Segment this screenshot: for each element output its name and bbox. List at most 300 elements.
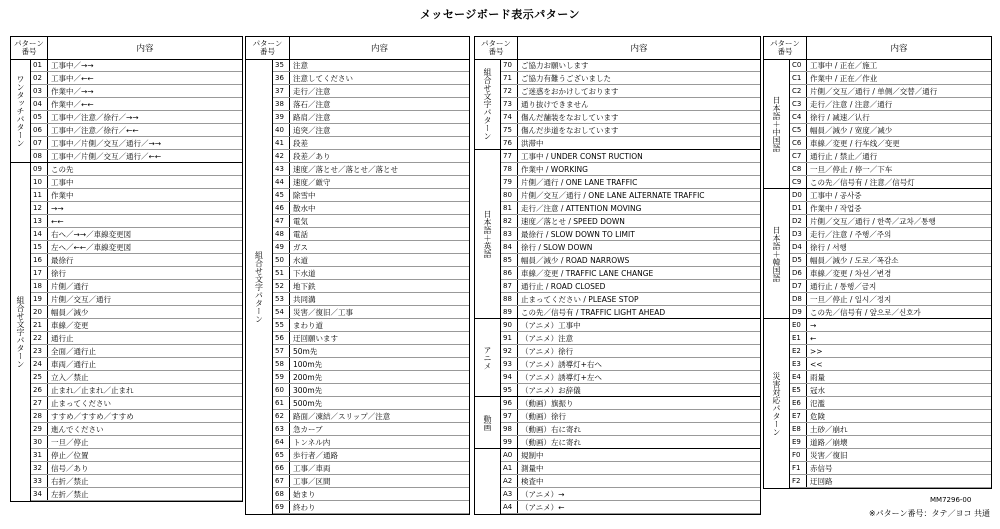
pattern-content: 作業中／←←: [51, 99, 94, 109]
pattern-number: 03: [31, 85, 48, 98]
pattern-number: 94: [501, 371, 518, 384]
pattern-content: 片側／交互／通行 / ONE LANE ALTERNATE TRAFFIC: [521, 190, 705, 200]
pattern-content: 作業中 / 正在／作业: [810, 73, 878, 83]
pattern-number: 45: [273, 189, 290, 202]
pattern-number: 29: [31, 423, 48, 436]
table-row: [31, 137, 242, 150]
pattern-content: 下水道: [293, 268, 316, 278]
group-label: [475, 449, 501, 514]
pattern-content: 走行／注意 / 注意／通行: [810, 99, 893, 109]
pattern-content: 200m先: [293, 372, 323, 382]
pattern-content: 速度／厳守: [293, 177, 331, 187]
pattern-content: 左へ／←←／車線変更図: [51, 242, 132, 252]
pattern-number: 40: [273, 124, 290, 137]
pattern-number: A2: [501, 475, 518, 488]
table-row: [273, 293, 469, 306]
table-row: [31, 306, 242, 319]
pattern-content: 工事中 / 공사중: [810, 190, 862, 200]
pattern-number: 68: [273, 488, 290, 501]
pattern-number: D6: [790, 267, 807, 280]
pattern-number: 46: [273, 202, 290, 215]
table-row: [790, 319, 991, 332]
pattern-number: 10: [31, 176, 48, 189]
pattern-content: 測量中: [521, 463, 544, 473]
pattern-content: （動画）旗振り: [521, 398, 574, 408]
table-row: [273, 280, 469, 293]
pattern-content: 車線／変更 / 차선／변경: [810, 268, 892, 278]
pattern-content: 速度／落とせ / SPEED DOWN: [521, 216, 625, 226]
pattern-content: 通行止 / 禁止／通行: [810, 151, 878, 161]
pattern-number: 38: [273, 98, 290, 111]
group-label: [475, 150, 501, 319]
pattern-number: 49: [273, 241, 290, 254]
table-row: [790, 202, 991, 215]
pattern-content: 片側／交互／通行 / 单侧／交替／通行: [810, 86, 938, 96]
pattern-content: 止まれ／止まれ／止まれ: [51, 385, 134, 395]
table-row: [790, 150, 991, 163]
group-label: [475, 59, 501, 150]
pattern-content: この先: [51, 164, 74, 174]
group-label-text: 組合せ文字パターン: [16, 296, 25, 368]
pattern-content: 追突／注意: [293, 125, 331, 135]
table-row: [273, 319, 469, 332]
pattern-content: 路肩／注意: [293, 112, 331, 122]
pattern-number: 84: [501, 241, 518, 254]
pattern-content: 作業中 / WORKING: [521, 164, 588, 174]
pattern-content: （アニメ）誘導灯+左へ: [521, 372, 602, 382]
pattern-number: C9: [790, 176, 807, 189]
table-row: [501, 475, 760, 488]
pattern-number: 77: [501, 150, 518, 163]
pattern-content: 迂回路: [810, 476, 833, 486]
table-row: [273, 371, 469, 384]
table-row: [790, 241, 991, 254]
pattern-content: 徐行 / 서행: [810, 242, 847, 252]
pattern-content: 通行止 / 통행／금지: [810, 281, 877, 291]
pattern-number: C3: [790, 98, 807, 111]
table-row: [31, 436, 242, 449]
table-row: [31, 371, 242, 384]
table-row: [31, 462, 242, 475]
pattern-number: 62: [273, 410, 290, 423]
pattern-number: 76: [501, 137, 518, 150]
pattern-content: 右へ／→→／車線変更図: [51, 229, 132, 239]
header-content: 内容: [370, 44, 388, 54]
pattern-content: 災害／復旧: [810, 450, 848, 460]
pattern-number: 99: [501, 436, 518, 449]
pattern-content: 電話: [293, 229, 308, 239]
pattern-number: 69: [273, 501, 290, 514]
table-row: [790, 254, 991, 267]
table-row: [273, 449, 469, 462]
pattern-content: 迂回願います: [293, 333, 338, 343]
table-row: [790, 228, 991, 241]
pattern-content: 工事中 / 正在／施工: [810, 60, 878, 70]
table-row: [501, 176, 760, 189]
table-row: [790, 98, 991, 111]
pattern-number: 13: [31, 215, 48, 228]
pattern-number: 91: [501, 332, 518, 345]
pattern-content: 止まってください: [51, 398, 111, 408]
pattern-number: 82: [501, 215, 518, 228]
pattern-content: 急カーブ: [293, 424, 323, 434]
header-content: 内容: [630, 44, 648, 54]
pattern-number: 26: [31, 384, 48, 397]
pattern-content: 速度／落とせ／落とせ／落とせ: [293, 164, 398, 174]
pattern-column-4: [763, 36, 992, 489]
pattern-content: ←: [810, 333, 817, 343]
table-row: [31, 488, 242, 501]
table-row: [501, 371, 760, 384]
pattern-number: 06: [31, 124, 48, 137]
pattern-number: 24: [31, 358, 48, 371]
pattern-number: 54: [273, 306, 290, 319]
table-row: [501, 319, 760, 332]
table-row: [501, 280, 760, 293]
pattern-content: ご協力有難うございました: [521, 73, 611, 83]
table-row: [273, 410, 469, 423]
pattern-number: 98: [501, 423, 518, 436]
table-row: [790, 449, 991, 462]
table-row: [31, 215, 242, 228]
pattern-content: →→: [51, 203, 64, 213]
header-pattern-number: パターン 番号: [11, 37, 48, 59]
header-pattern-number: パターン 番号: [475, 37, 518, 59]
pattern-content: 50m先: [293, 346, 318, 356]
table-row: [501, 306, 760, 319]
pattern-content: （アニメ）←: [521, 502, 565, 512]
pattern-number: 28: [31, 410, 48, 423]
group-label: [11, 59, 31, 163]
pattern-content: 一旦／停止: [51, 437, 89, 447]
pattern-number: 36: [273, 72, 290, 85]
pattern-number: C0: [790, 59, 807, 72]
pattern-number: E9: [790, 436, 807, 449]
group-label-text: 日本語＋韓国語: [772, 225, 781, 282]
pattern-number: 21: [31, 319, 48, 332]
pattern-content: （動画）徐行: [521, 411, 566, 421]
pattern-content: 危険: [810, 411, 825, 421]
table-row: [501, 332, 760, 345]
table-row: [790, 306, 991, 319]
pattern-number: 44: [273, 176, 290, 189]
pattern-content: （アニメ）→: [521, 489, 565, 499]
pattern-content: 片側／通行: [51, 281, 89, 291]
group-label-text: ワンタッチパターン: [16, 74, 25, 147]
pattern-content: （アニメ）徐行: [521, 346, 574, 356]
pattern-content: 徐行 / 减速／认行: [810, 112, 870, 122]
table-row: [273, 111, 469, 124]
table-row: [501, 462, 760, 475]
pattern-content: 工事／区間: [293, 476, 331, 486]
pattern-content: <<: [810, 359, 823, 369]
pattern-content: 一旦／停止 / 停一／下车: [810, 164, 893, 174]
table-row: [501, 358, 760, 371]
pattern-number: D8: [790, 293, 807, 306]
pattern-number: 34: [31, 488, 48, 501]
table-row: [790, 371, 991, 384]
table-row: [501, 202, 760, 215]
pattern-number: 81: [501, 202, 518, 215]
pattern-content: 車線／変更 / TRAFFIC LANE CHANGE: [521, 268, 654, 278]
table-row: [273, 59, 469, 72]
page-title: メッセージボード表示パターン: [419, 8, 581, 21]
table-row: [501, 436, 760, 449]
pattern-number: 88: [501, 293, 518, 306]
header-content: 内容: [136, 44, 154, 54]
pattern-content: 共同溝: [293, 294, 316, 304]
pattern-number: E7: [790, 410, 807, 423]
pattern-content: まわり道: [293, 320, 323, 330]
pattern-number: 57: [273, 345, 290, 358]
pattern-number: 73: [501, 98, 518, 111]
pattern-number: C1: [790, 72, 807, 85]
pattern-number: C2: [790, 85, 807, 98]
pattern-number: 11: [31, 189, 48, 202]
pattern-content: 作業中 / 작업중: [810, 203, 862, 213]
pattern-number: F1: [790, 462, 807, 475]
group-label-text: 日本語＋英語: [483, 210, 492, 258]
pattern-content: この先／信号有 / 注意／信号灯: [810, 177, 915, 187]
pattern-content: 徐行: [51, 268, 66, 278]
pattern-number: 43: [273, 163, 290, 176]
pattern-content: 通行止 / ROAD CLOSED: [521, 281, 606, 291]
pattern-number: 35: [273, 59, 290, 72]
table-row: [790, 293, 991, 306]
table-row: [501, 241, 760, 254]
table-row: [31, 280, 242, 293]
group-label-text: 日本語＋中国語: [772, 95, 781, 152]
pattern-content: この先／信号有 / 앞으로／신호가: [810, 307, 921, 317]
pattern-number: D7: [790, 280, 807, 293]
pattern-number: 78: [501, 163, 518, 176]
pattern-content: 車線／変更 / 行车线／变更: [810, 138, 900, 148]
pattern-content: （動画）左に寄れ: [521, 437, 581, 447]
pattern-content: 信号／あり: [51, 463, 89, 473]
pattern-content: 氾濫: [810, 398, 825, 408]
table-row: [501, 267, 760, 280]
pattern-content: 工事中 / UNDER CONST RUCTION: [521, 151, 643, 161]
pattern-content: 規制中: [521, 450, 544, 460]
pattern-number: 72: [501, 85, 518, 98]
pattern-content: 徐行 / SLOW DOWN: [521, 242, 593, 252]
table-row: [31, 228, 242, 241]
pattern-content: （アニメ）工事中: [521, 320, 581, 330]
pattern-content: 車線／変更: [51, 320, 89, 330]
pattern-content: 止まってください / PLEASE STOP: [521, 294, 639, 304]
table-row: [273, 423, 469, 436]
pattern-column-1: [10, 36, 243, 502]
pattern-number: 05: [31, 111, 48, 124]
pattern-number: 70: [501, 59, 518, 72]
table-row: [273, 475, 469, 488]
table-row: [273, 267, 469, 280]
group-label-text: 組合せ文字パターン: [483, 68, 492, 140]
pattern-content: 土砂／崩れ: [810, 424, 848, 434]
table-row: [790, 332, 991, 345]
pattern-content: （アニメ）誘導灯+右へ: [521, 359, 602, 369]
pattern-content: 進んでください: [51, 424, 104, 434]
table-row: [790, 397, 991, 410]
pattern-number: A3: [501, 488, 518, 501]
pattern-number: C5: [790, 124, 807, 137]
table-row: [790, 215, 991, 228]
pattern-number: 07: [31, 137, 48, 150]
table-row: [501, 59, 760, 72]
pattern-content: 冠水: [810, 385, 825, 395]
pattern-number: 53: [273, 293, 290, 306]
pattern-content: →: [810, 320, 817, 330]
table-row: [273, 332, 469, 345]
pattern-content: 300m先: [293, 385, 323, 395]
table-row: [273, 501, 469, 514]
table-row: [273, 254, 469, 267]
pattern-number: D0: [790, 189, 807, 202]
table-row: [31, 293, 242, 306]
pattern-number: C8: [790, 163, 807, 176]
table-row: [501, 215, 760, 228]
pattern-content: 片側／通行 / ONE LANE TRAFFIC: [521, 177, 638, 187]
pattern-content: 工事中: [51, 177, 74, 187]
pattern-content: 雨量: [810, 372, 825, 382]
pattern-content: 始まり: [293, 489, 316, 499]
pattern-content: 災害／復旧／工事: [293, 307, 353, 317]
pattern-content: 電気: [293, 216, 308, 226]
table-row: [31, 345, 242, 358]
table-row: [790, 475, 991, 488]
table-row: [501, 98, 760, 111]
table-row: [790, 59, 991, 72]
pattern-number: 67: [273, 475, 290, 488]
pattern-number: E5: [790, 384, 807, 397]
pattern-number: 97: [501, 410, 518, 423]
pattern-number: E2: [790, 345, 807, 358]
pattern-number: C4: [790, 111, 807, 124]
column-header: [764, 37, 991, 60]
table-row: [31, 319, 242, 332]
table-row: [273, 124, 469, 137]
table-row: [501, 254, 760, 267]
table-row: [501, 137, 760, 150]
table-row: [273, 85, 469, 98]
document-code: MM7296-00: [930, 496, 972, 504]
table-row: [790, 280, 991, 293]
pattern-number: 59: [273, 371, 290, 384]
pattern-number: 27: [31, 397, 48, 410]
pattern-number: 31: [31, 449, 48, 462]
pattern-content: 除雪中: [293, 190, 316, 200]
pattern-content: 検査中: [521, 476, 544, 486]
pattern-number: 04: [31, 98, 48, 111]
pattern-number: D1: [790, 202, 807, 215]
pattern-content: 工事中／片側／交互／通行／→→: [51, 138, 162, 148]
pattern-content: 傷んだ歩道をなおしています: [521, 125, 619, 135]
pattern-number: 41: [273, 137, 290, 150]
pattern-content: 作業中／→→: [51, 86, 94, 96]
pattern-number: 52: [273, 280, 290, 293]
pattern-number: 61: [273, 397, 290, 410]
table-row: [790, 462, 991, 475]
pattern-number: 02: [31, 72, 48, 85]
pattern-content: トンネル内: [293, 437, 331, 447]
table-row: [501, 72, 760, 85]
pattern-content: >>: [810, 346, 823, 356]
pattern-content: 注意してください: [293, 73, 353, 83]
pattern-content: 工事中／→→: [51, 60, 94, 70]
pattern-number: 75: [501, 124, 518, 137]
table-row: [273, 72, 469, 85]
pattern-content: 散水中: [293, 203, 316, 213]
pattern-content: 道路／崩壊: [810, 437, 848, 447]
pattern-content: ガス: [293, 242, 308, 252]
pattern-content: ←←: [51, 216, 64, 226]
pattern-number: 87: [501, 280, 518, 293]
table-row: [273, 163, 469, 176]
table-row: [790, 423, 991, 436]
pattern-content: 赤信号: [810, 463, 833, 473]
pattern-number: 85: [501, 254, 518, 267]
table-row: [31, 254, 242, 267]
table-row: [501, 397, 760, 410]
pattern-number: 01: [31, 59, 48, 72]
pattern-content: 通り抜けできません: [521, 99, 589, 109]
pattern-content: すすめ／すすめ／すすめ: [51, 411, 134, 421]
table-row: [31, 124, 242, 137]
pattern-number: A1: [501, 462, 518, 475]
table-row: [273, 306, 469, 319]
table-row: [31, 241, 242, 254]
pattern-number: 32: [31, 462, 48, 475]
pattern-number: D2: [790, 215, 807, 228]
pattern-content: 終わり: [293, 502, 316, 512]
pattern-number: 58: [273, 358, 290, 371]
table-row: [790, 410, 991, 423]
group-label-text: 組合せ文字パターン: [254, 250, 264, 323]
table-row: [273, 228, 469, 241]
pattern-number: F2: [790, 475, 807, 488]
table-row: [273, 358, 469, 371]
pattern-content: 立入／禁止: [51, 372, 89, 382]
group-label: [11, 163, 31, 501]
group-label-text: アニメ: [483, 345, 492, 370]
table-row: [273, 189, 469, 202]
pattern-content: ご迷惑をおかけしております: [521, 86, 619, 96]
pattern-number: 09: [31, 163, 48, 176]
pattern-content: 工事／車両: [293, 463, 331, 473]
pattern-number: E6: [790, 397, 807, 410]
pattern-content: 500m先: [293, 398, 323, 408]
table-row: [273, 176, 469, 189]
table-row: [501, 228, 760, 241]
header-content: 内容: [890, 44, 908, 54]
pattern-content: 停止／位置: [51, 450, 89, 460]
footer-note: ※パターン番号：タテ／ヨコ 共通: [868, 509, 990, 518]
pattern-number: 12: [31, 202, 48, 215]
table-row: [790, 189, 991, 202]
pattern-content: 走行／注意 / ATTENTION MOVING: [521, 203, 642, 213]
pattern-number: 20: [31, 306, 48, 319]
table-row: [273, 462, 469, 475]
table-row: [273, 202, 469, 215]
table-row: [501, 345, 760, 358]
table-row: [31, 410, 242, 423]
pattern-content: 片側／交互／通行: [51, 294, 111, 304]
group-label: [764, 59, 790, 189]
pattern-content: この先／信号有 / TRAFFIC LIGHT AHEAD: [521, 307, 666, 317]
table-row: [790, 358, 991, 371]
pattern-number: 16: [31, 254, 48, 267]
pattern-number: 25: [31, 371, 48, 384]
